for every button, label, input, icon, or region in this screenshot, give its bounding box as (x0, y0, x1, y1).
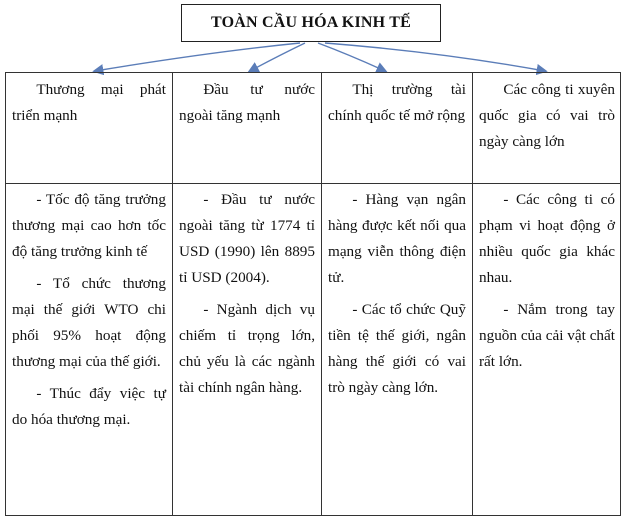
body-cell-finance (322, 185, 472, 515)
arrow-to-col-1 (95, 43, 300, 71)
header-cell-trade (6, 75, 172, 181)
point-text: - Nắm trong tay nguồn của cải vật chất rất lớn. (479, 301, 615, 370)
connector-arrows (0, 0, 627, 80)
row-divider (6, 183, 620, 184)
header-cell-corporations (473, 75, 621, 181)
diagram-title: TOÀN CẦU HÓA KINH TẾ (211, 14, 411, 31)
point-text: - Các tổ chức Quỹ tiền tệ thế giới, ngân hàng thế giới có vai trò ngày càng lớn. (328, 301, 466, 396)
content-table (5, 72, 621, 516)
body-cell-investment (173, 185, 321, 515)
header-cell-investment (173, 75, 321, 181)
point-text: - Hàng vạn ngân hàng được kết nối qua mạng viễn thông điện tử. (328, 191, 466, 286)
point-text: - Tổ chức thương mại thế giới WTO chi phối 95% hoạt động thương mại của thế giới. (12, 275, 166, 370)
header-cell-finance (322, 75, 472, 181)
header-text: Thị trường tài chính quốc tế mở rộng (328, 81, 466, 124)
body-cell-trade (6, 185, 172, 515)
header-text: Các công ti xuyên quốc gia có vai trò ngày càng lớn (479, 81, 615, 150)
point-text: - Đầu tư nước ngoài tăng từ 1774 tỉ USD (1990) lên 8895 tỉ USD (2004). (179, 191, 315, 286)
body-cell-corporations (473, 185, 621, 515)
point-text: - Các công ti có phạm vi hoạt động ở nhiều quốc gia khác nhau. (479, 191, 615, 286)
header-text: Đầu tư nước ngoài tăng mạnh (179, 81, 315, 124)
header-text: Thương mại phát triển mạnh (12, 81, 166, 124)
point-text: - Thúc đẩy việc tự do hóa thương mại. (12, 385, 166, 428)
point-text: - Ngành dịch vụ chiếm tỉ trọng lớn, chủ yếu là các ngành tài chính ngân hàng. (179, 301, 315, 396)
point-text: - Tốc độ tăng trưởng thương mại cao hơn tốc độ tăng trưởng kinh tế (12, 191, 166, 260)
arrow-to-col-4 (325, 43, 545, 71)
